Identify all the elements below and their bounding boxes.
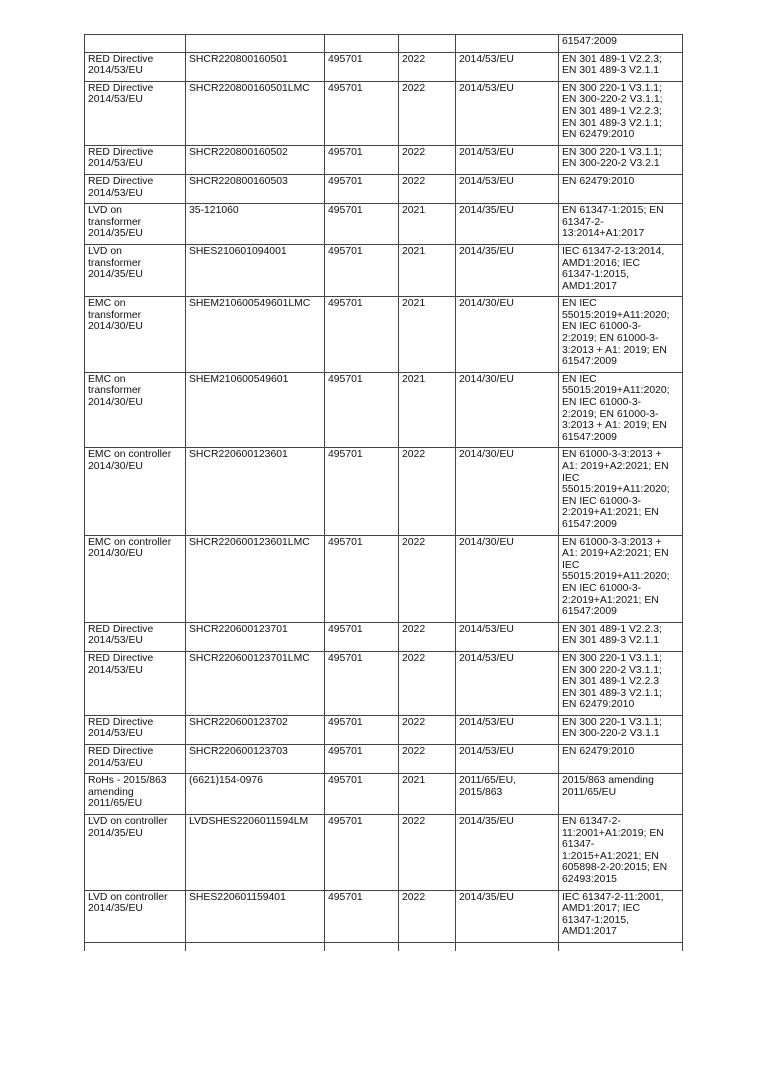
code-cell: 495701 <box>325 815 399 891</box>
year-cell: 2022 <box>399 81 456 145</box>
standards-cell: 2015/863 amending 2011/65/EU <box>559 774 683 815</box>
report-number-cell: LVDSHES2206011594LM <box>186 815 325 891</box>
category-cell: RoHs - 2015/863 amending 2011/65/EU <box>85 774 186 815</box>
table-row <box>85 745 683 774</box>
table-row <box>85 145 683 174</box>
code-cell: 495701 <box>325 535 399 622</box>
standards-cell: EN 61347-1:2015; EN 61347-2- 13:2014+A1:2017 <box>559 204 683 245</box>
category-cell: RED Directive 2014/53/EU <box>85 81 186 145</box>
directive-cell: 2014/53/EU <box>456 145 559 174</box>
table-row <box>85 715 683 744</box>
table-row <box>85 774 683 815</box>
year-cell: 2022 <box>399 815 456 891</box>
category-cell: RED Directive 2014/53/EU <box>85 651 186 715</box>
directive-cell: 2014/35/EU <box>456 204 559 245</box>
directive-cell: 2011/65/EU, 2015/863 <box>456 774 559 815</box>
code-cell: 495701 <box>325 372 399 448</box>
report-number-cell: SHCR220600123601LMC <box>186 535 325 622</box>
code-cell: 495701 <box>325 774 399 815</box>
category-cell: EMC on transformer 2014/30/EU <box>85 297 186 373</box>
code-cell: 495701 <box>325 81 399 145</box>
report-number-cell: SHCR220600123701 <box>186 622 325 651</box>
standards-cell: EN 300 220-1 V3.1.1; EN 300 220-2 V3.1.1; EN 301 489-1 V2.2.3 EN 301 489-3 V2.1.1; EN 62479:2010 <box>559 651 683 715</box>
directive-cell: 2014/35/EU <box>456 890 559 942</box>
year-cell: 2022 <box>399 52 456 81</box>
standards-cell: IEC 61347-2-11:2001, AMD1:2017; IEC 61347-1:2015, AMD1:2017 <box>559 890 683 942</box>
year-cell: 2022 <box>399 890 456 942</box>
category-cell: RED Directive 2014/53/EU <box>85 745 186 774</box>
report-number-cell: (6621)154-0976 <box>186 774 325 815</box>
directive-cell: 2014/30/EU <box>456 535 559 622</box>
directive-cell: 2014/30/EU <box>456 372 559 448</box>
code-cell: 495701 <box>325 745 399 774</box>
standards-cell: EN 61000-3-3:2013 + A1: 2019+A2:2021; EN IEC 55015:2019+A11:2020; EN IEC 61000-3- 2:2019+A1:2021; EN 61547:2009 <box>559 535 683 622</box>
table-row <box>85 815 683 891</box>
code-cell: 495701 <box>325 715 399 744</box>
table-row <box>85 890 683 942</box>
code-cell: 495701 <box>325 297 399 373</box>
directive-cell: 2014/53/EU <box>456 81 559 145</box>
category-cell: RED Directive 2014/53/EU <box>85 52 186 81</box>
directive-cell: 2014/35/EU <box>456 815 559 891</box>
year-cell: 2022 <box>399 448 456 535</box>
category-cell: RED Directive 2014/53/EU <box>85 715 186 744</box>
standards-cell: EN 62479:2010 <box>559 745 683 774</box>
table-row <box>85 651 683 715</box>
category-cell: RED Directive 2014/53/EU <box>85 145 186 174</box>
directive-cell: 2014/53/EU <box>456 622 559 651</box>
code-cell: 495701 <box>325 145 399 174</box>
table-row <box>85 448 683 535</box>
year-cell: 2021 <box>399 244 456 296</box>
table-row-continuation <box>85 35 683 53</box>
standards-cell: EN 300 220-1 V3.1.1; EN 300-220-2 V3.1.1; EN 301 489-1 V2.2.3; EN 301 489-3 V2.1.1; EN 62479:2010 <box>559 81 683 145</box>
category-cell: EMC on transformer 2014/30/EU <box>85 372 186 448</box>
directive-cell: 2014/30/EU <box>456 297 559 373</box>
report-number-cell: SHEM210600549601LMC <box>186 297 325 373</box>
report-number-cell: SHCR220600123701LMC <box>186 651 325 715</box>
category-cell: EMC on controller 2014/30/EU <box>85 448 186 535</box>
table-row <box>85 52 683 81</box>
standards-cell: EN 62479:2010 <box>559 174 683 203</box>
table-row <box>85 372 683 448</box>
year-cell: 2021 <box>399 204 456 245</box>
code-cell: 495701 <box>325 622 399 651</box>
year-cell: 2022 <box>399 145 456 174</box>
code-cell: 495701 <box>325 244 399 296</box>
standards-cell: EN IEC 55015:2019+A11:2020; EN IEC 61000-3- 2:2019; EN 61000-3- 3:2013 + A1: 2019; EN 61547:2009 <box>559 297 683 373</box>
code-cell: 495701 <box>325 651 399 715</box>
year-cell: 2022 <box>399 622 456 651</box>
report-number-cell: SHCR220800160502 <box>186 145 325 174</box>
table-row <box>85 174 683 203</box>
table-row <box>85 244 683 296</box>
category-cell: EMC on controller 2014/30/EU <box>85 535 186 622</box>
year-cell: 2022 <box>399 174 456 203</box>
year-cell: 2022 <box>399 715 456 744</box>
report-number-cell: SHCR220600123702 <box>186 715 325 744</box>
category-cell: LVD on controller 2014/35/EU <box>85 890 186 942</box>
year-cell: 2021 <box>399 372 456 448</box>
standards-cell: EN 301 489-1 V2.2.3; EN 301 489-3 V2.1.1 <box>559 52 683 81</box>
directive-cell: 2014/53/EU <box>456 52 559 81</box>
standards-cell: EN IEC 55015:2019+A11:2020; EN IEC 61000-3- 2:2019; EN 61000-3- 3:2013 + A1: 2019; EN 61547:2009 <box>559 372 683 448</box>
code-cell: 495701 <box>325 448 399 535</box>
category-cell: LVD on transformer 2014/35/EU <box>85 204 186 245</box>
year-cell: 2022 <box>399 535 456 622</box>
code-cell: 495701 <box>325 52 399 81</box>
category-cell: RED Directive 2014/53/EU <box>85 622 186 651</box>
table-row <box>85 535 683 622</box>
standards-cell: EN 300 220-1 V3.1.1; EN 300-220-2 V3.1.1 <box>559 715 683 744</box>
standards-cell: EN 61347-2- 11:2001+A1:2019; EN 61347- 1:2015+A1:2021; EN 605898-2-20:2015; EN 62493:2015 <box>559 815 683 891</box>
code-cell: 495701 <box>325 890 399 942</box>
year-cell: 2021 <box>399 774 456 815</box>
report-number-cell: SHEM210600549601 <box>186 372 325 448</box>
standards-cell: IEC 61347-2-13:2014, AMD1:2016; IEC 61347-1:2015, AMD1:2017 <box>559 244 683 296</box>
table-row <box>85 204 683 245</box>
category-cell: LVD on transformer 2014/35/EU <box>85 244 186 296</box>
category-cell: RED Directive 2014/53/EU <box>85 174 186 203</box>
table-row <box>85 622 683 651</box>
standards-cell: EN 301 489-1 V2.2.3; EN 301 489-3 V2.1.1 <box>559 622 683 651</box>
standards-cell: 61547:2009 <box>559 35 683 53</box>
year-cell: 2021 <box>399 297 456 373</box>
report-number-cell: SHES210601094001 <box>186 244 325 296</box>
table-row <box>85 297 683 373</box>
standards-cell: EN 300 220-1 V3.1.1; EN 300-220-2 V3.2.1 <box>559 145 683 174</box>
year-cell: 2022 <box>399 651 456 715</box>
year-cell: 2022 <box>399 745 456 774</box>
table-row <box>85 81 683 145</box>
report-number-cell: SHCR220600123703 <box>186 745 325 774</box>
category-cell: LVD on controller 2014/35/EU <box>85 815 186 891</box>
directive-cell: 2014/53/EU <box>456 745 559 774</box>
report-number-cell: SHES220601159401 <box>186 890 325 942</box>
code-cell: 495701 <box>325 174 399 203</box>
directive-cell: 2014/53/EU <box>456 174 559 203</box>
directive-cell: 2014/53/EU <box>456 715 559 744</box>
directive-cell: 2014/53/EU <box>456 651 559 715</box>
report-number-cell: SHCR220800160501 <box>186 52 325 81</box>
report-number-cell: SHCR220800160501LMC <box>186 81 325 145</box>
certificates-table <box>84 34 683 951</box>
directive-cell: 2014/30/EU <box>456 448 559 535</box>
code-cell: 495701 <box>325 204 399 245</box>
report-number-cell: SHCR220600123601 <box>186 448 325 535</box>
report-number-cell: 35-121060 <box>186 204 325 245</box>
directive-cell: 2014/35/EU <box>456 244 559 296</box>
standards-cell: EN 61000-3-3:2013 + A1: 2019+A2:2021; EN IEC 55015:2019+A11:2020; EN IEC 61000-3- 2:2019+A1:2021; EN 61547:2009 <box>559 448 683 535</box>
table-body <box>85 35 683 951</box>
table-row-continuation <box>85 942 683 951</box>
report-number-cell: SHCR220800160503 <box>186 174 325 203</box>
